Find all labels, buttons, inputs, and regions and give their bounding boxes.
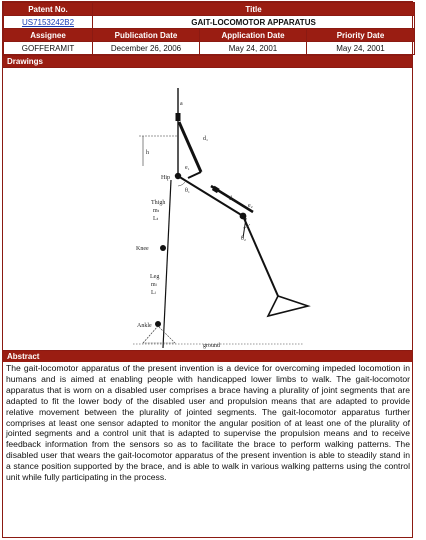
application-date-value: May 24, 2001 [200,42,307,55]
upper-rod [179,122,201,172]
assignee-value: GOFFERAMIT [4,42,93,55]
priority-date-value: May 24, 2001 [307,42,415,55]
label-d1: d₁ [203,136,209,142]
label-a: a [180,101,183,107]
publication-date-value: December 26, 2006 [93,42,200,55]
upper-rod-tip [188,172,201,178]
patent-drawing [3,67,412,350]
label-thigh: Thigh [151,200,166,206]
patent-header-table [3,2,415,55]
label-h: h [146,150,149,156]
label-ml: mₗ [151,282,157,288]
priority-date-header: Priority Date [307,29,415,42]
label-e1: e₁ [185,165,190,171]
knee-joint [160,245,166,251]
title-header: Title [93,3,415,16]
theta1-arc [178,182,185,186]
swing-shank [243,216,278,296]
patent-title: GAIT-LOCOMOTOR APPARATUS [93,16,415,29]
foot [268,296,308,316]
gait-diagram [3,68,412,351]
patent-record-card [2,1,413,538]
label-lt: Lₜ [153,216,159,222]
trunk-marker [176,113,181,121]
abstract-text: The gait-locomotor apparatus of the present invention is a device for overcoming impeded locomotion in humans and is aimed at enabling people with handicapped lower limbs to walk. The gait-locomotor apparatus that is worn on a disabled user comprises a brace having a plurality of joint segments that are adapted to fit the lower body of the disabled user and propulsion means that are adapted to provide relative movement between the plurality of jointed segments. The gait-locomotor apparatus further comprises at least one sensor adapted to monitor the angular position of at least one of the plurality of jointed segments and a control unit that is adapted to supervise the propulsion means and to receive feedback information from the sensors so as to facilitate the brace to perform walking patterns. The disabled user that wears the gait-locomotor apparatus of the present invention is able to steadily stand in a stance position supported by the brace, and is able to walk in various walking patterns using the control unit while fully participating in the process. [6,363,410,483]
label-mt: mₜ [153,208,160,214]
label-ankle: Ankle [137,323,152,329]
patent-number-link[interactable]: US7153242B2 [4,16,93,29]
label-knee: Knee [136,246,149,252]
label-theta1: θ₁ [185,188,190,194]
label-hip: Hip [161,175,170,181]
label-e2: e₂ [248,203,253,209]
drawings-section-header: Drawings [3,55,412,67]
publication-date-header: Publication Date [93,29,200,42]
label-ll: Lₗ [151,290,156,296]
patent-no-header: Patent No. [4,3,93,16]
label-ground: ground [203,343,220,349]
assignee-header: Assignee [4,29,93,42]
application-date-header: Application Date [200,29,307,42]
label-theta2: θ₂ [241,236,246,242]
label-d2: d₂ [229,196,235,202]
label-leg: Leg [150,274,160,280]
abstract-section-header: Abstract [3,350,412,362]
